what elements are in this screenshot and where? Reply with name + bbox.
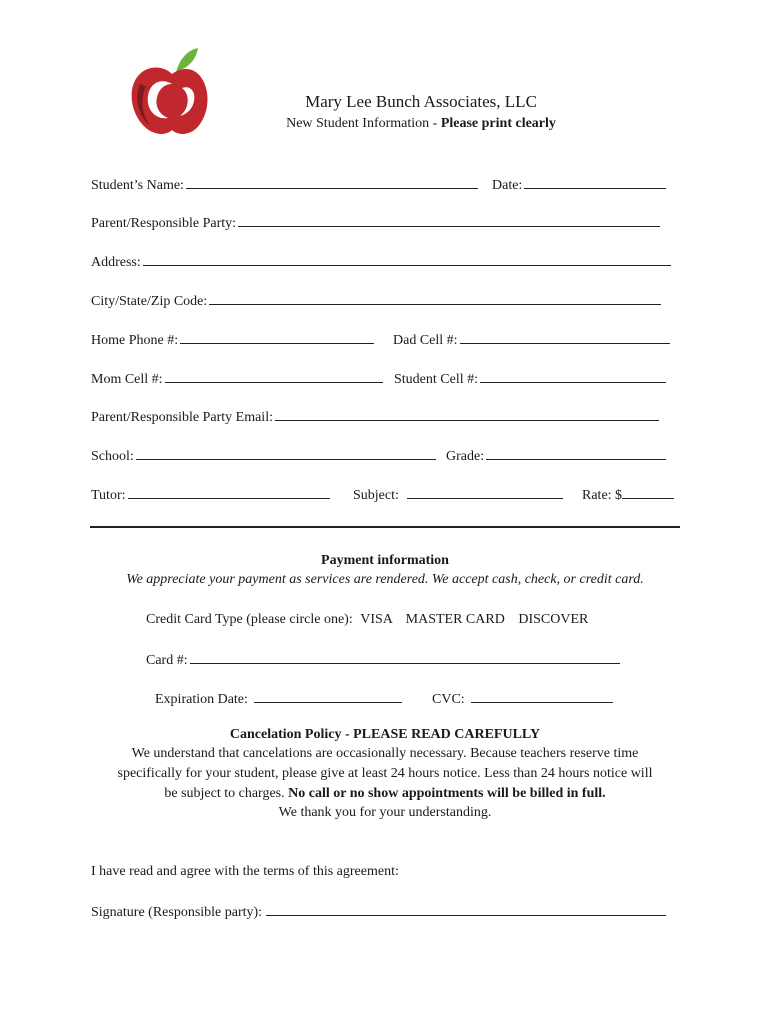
home-phone-line[interactable]	[180, 330, 374, 344]
school-field[interactable]	[91, 446, 436, 466]
student-cell-line[interactable]	[480, 369, 666, 383]
address-label: Address:	[91, 255, 141, 270]
mom-cell-line[interactable]	[165, 369, 383, 383]
policy-heading	[90, 727, 680, 743]
dad-cell-field[interactable]	[393, 330, 670, 350]
school-label: School:	[91, 449, 134, 464]
tutor-field[interactable]	[91, 485, 330, 505]
date-line[interactable]	[524, 175, 666, 189]
date-field[interactable]	[492, 175, 666, 195]
parent-line[interactable]	[238, 213, 660, 227]
student-name-label: Student’s Name:	[91, 178, 184, 193]
address-line[interactable]	[143, 252, 671, 266]
card-number-line[interactable]	[190, 650, 620, 664]
policy-heading-text: Cancelation Policy - PLEASE READ CAREFULLY	[229, 727, 541, 742]
student-cell-field[interactable]	[394, 369, 666, 389]
company-title: Mary Lee Bunch Associates, LLC	[305, 92, 537, 111]
card-type-discover[interactable]: DISCOVER	[518, 612, 589, 627]
city-state-zip-label: City/State/Zip Code:	[91, 294, 208, 309]
home-phone-label: Home Phone #:	[91, 333, 179, 348]
grade-field[interactable]	[446, 446, 666, 466]
school-line[interactable]	[136, 446, 436, 460]
email-field[interactable]	[91, 407, 659, 427]
card-type-mastercard[interactable]: MASTER CARD	[405, 612, 505, 627]
cvc-field[interactable]	[432, 689, 613, 709]
student-cell-label: Student Cell #:	[394, 372, 478, 387]
rate-field[interactable]	[582, 485, 674, 505]
cvc-label: CVC:	[432, 692, 465, 707]
card-type-visa[interactable]: VISA	[360, 612, 393, 627]
email-label: Parent/Responsible Party Email:	[91, 410, 273, 425]
policy-line-1: We understand that cancelations are occasionally necessary. Because teachers reserve time	[131, 746, 639, 761]
subject-field[interactable]	[353, 485, 563, 505]
mom-cell-label: Mom Cell #:	[91, 372, 163, 387]
tutor-line[interactable]	[128, 485, 330, 499]
card-number-label: Card #:	[146, 653, 188, 668]
policy-line-3	[90, 786, 680, 802]
expiration-label: Expiration Date:	[155, 692, 248, 707]
policy-line-4: We thank you for your understanding.	[278, 805, 492, 820]
policy-line-2: specifically for your student, please give at least 24 hours notice. Less than 24 hours notice will	[117, 766, 653, 781]
parent-field[interactable]	[91, 213, 660, 233]
city-state-zip-line[interactable]	[209, 291, 661, 305]
student-name-field[interactable]	[91, 175, 478, 195]
subject-line[interactable]	[407, 485, 563, 499]
payment-note: We appreciate your payment as services are rendered. We accept cash, check, or credit card.	[126, 572, 644, 587]
city-state-zip-field[interactable]	[91, 291, 661, 311]
rate-line[interactable]	[622, 485, 674, 499]
subject-label: Subject:	[353, 488, 399, 503]
agreement-statement: I have read and agree with the terms of this agreement:	[91, 864, 399, 879]
signature-line[interactable]	[266, 902, 666, 916]
policy-line-3-text: be subject to charges.	[164, 786, 289, 801]
address-field[interactable]	[91, 252, 671, 272]
student-name-line[interactable]	[186, 175, 478, 189]
expiration-field[interactable]	[155, 689, 402, 709]
card-type-row	[146, 611, 588, 629]
dad-cell-label: Dad Cell #:	[393, 333, 458, 348]
tutor-label: Tutor:	[91, 488, 126, 503]
grade-line[interactable]	[486, 446, 666, 460]
subtitle-text: New Student Information -	[286, 116, 441, 131]
card-number-field[interactable]	[146, 650, 620, 670]
section-divider	[90, 526, 680, 528]
policy-line-3-emphasis: No call or no show appointments will be billed in full.	[288, 786, 606, 801]
expiration-line[interactable]	[254, 689, 402, 703]
form-subtitle	[0, 116, 770, 132]
grade-label: Grade:	[446, 449, 485, 464]
dad-cell-line[interactable]	[460, 330, 670, 344]
parent-label: Parent/Responsible Party:	[91, 216, 237, 231]
email-line[interactable]	[275, 407, 659, 421]
cvc-line[interactable]	[471, 689, 613, 703]
signature-label: Signature (Responsible party):	[91, 905, 263, 920]
subtitle-emphasis: Please print clearly	[440, 116, 556, 131]
payment-heading	[90, 553, 680, 569]
date-label: Date:	[492, 178, 523, 193]
signature-field[interactable]	[91, 902, 666, 922]
home-phone-field[interactable]	[91, 330, 374, 350]
rate-label: Rate: $	[582, 488, 623, 503]
payment-heading-text: Payment information	[321, 553, 449, 568]
card-type-label: Credit Card Type (please circle one):	[146, 612, 353, 627]
mom-cell-field[interactable]	[91, 369, 383, 389]
